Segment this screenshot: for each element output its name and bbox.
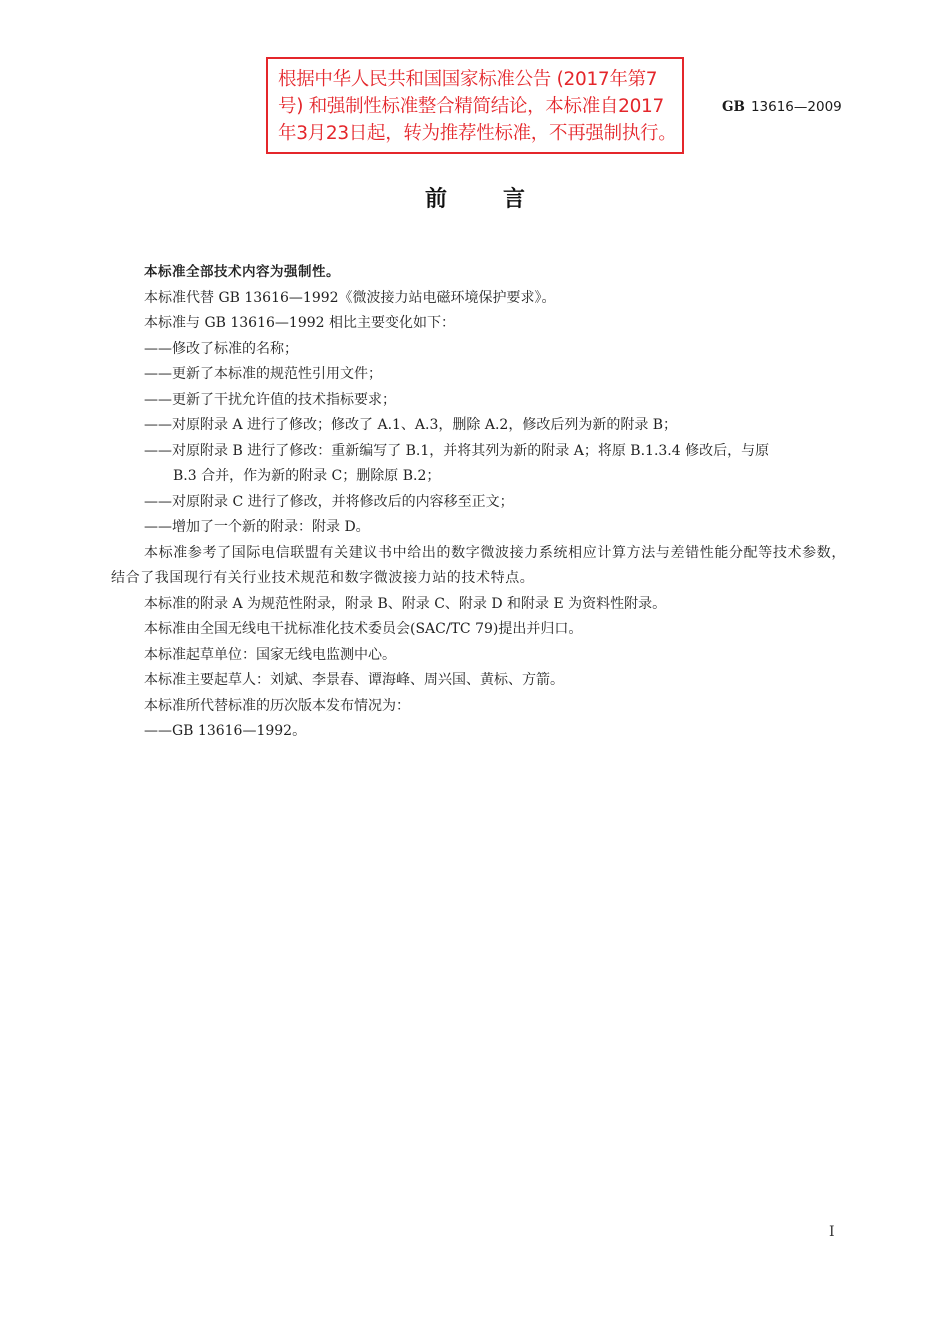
paragraph-drafting-unit: 本标准起草单位：国家无线电监测中心。 (144, 646, 396, 663)
change-item: ——增加了一个新的附录：附录 D。 (144, 519, 370, 535)
standard-number: 13616—2009 (750, 99, 842, 115)
change-item-continuation: B.3 合并，作为新的附录 C；删除原 B.2； (173, 468, 441, 484)
history-item: ——GB 13616—1992。 (144, 723, 307, 739)
notice-line-3: 年3月23日起，转为推荐性标准，不再强制执行。 (278, 123, 677, 144)
change-item: ——对原附录 C 进行了修改，并将修改后的内容移至正文； (144, 493, 514, 510)
change-item: ——对原附录 A 进行了修改；修改了 A.1、A.3，删除 A.2，修改后列为新的附录 B； (144, 417, 678, 433)
paragraph-annexes: 本标准的附录 A 为规范性附录，附录 B、附录 C、附录 D 和附录 E 为资料性附录。 (144, 595, 667, 612)
standard-prefix: GB (722, 99, 745, 115)
notice-line-2: 号) 和强制性标准整合精简结论，本标准自2017 (278, 96, 664, 117)
paragraph-proposed-by: 本标准由全国无线电干扰标准化技术委员会(SAC/TC 79)提出并归口。 (144, 621, 583, 637)
change-item: ——对原附录 B 进行了修改：重新编写了 B.1，并将其列为新的附录 A；将原 B.1.3.4 修改后，与原 (144, 442, 770, 459)
paragraph-changes-intro: 本标准与 GB 13616—1992 相比主要变化如下： (144, 315, 455, 331)
page-title: 前言 (424, 187, 581, 212)
paragraph-reference: 本标准参考了国际电信联盟有关建议书中给出的数字微波接力系统相应计算方法与差错性能分配等技术参数，结合了我国现行有关行业技术规范和数字微波接力站的技术特点。 (111, 544, 846, 586)
notice-line-1: 根据中华人民共和国国家标准公告 (2017年第7 (278, 69, 658, 90)
paragraph-drafters: 本标准主要起草人：刘斌、李景春、谭海峰、周兴国、黄标、方箭。 (144, 672, 564, 688)
standard-code-header (722, 99, 842, 115)
paragraph-replaces: 本标准代替 GB 13616—1992《微波接力站电磁环境保护要求》。 (144, 289, 556, 306)
notice-stamp-box (266, 57, 684, 154)
paragraph-history-intro: 本标准所代替标准的历次版本发布情况为： (144, 697, 410, 714)
page-number: I (829, 1224, 835, 1240)
change-item: ——更新了本标准的规范性引用文件； (144, 366, 382, 382)
paragraph-mandatory: 本标准全部技术内容为强制性。 (144, 264, 340, 280)
foreword-body (111, 260, 846, 745)
change-item: ——修改了标准的名称； (144, 340, 298, 357)
change-item: ——更新了干扰允许值的技术指标要求； (144, 391, 396, 408)
